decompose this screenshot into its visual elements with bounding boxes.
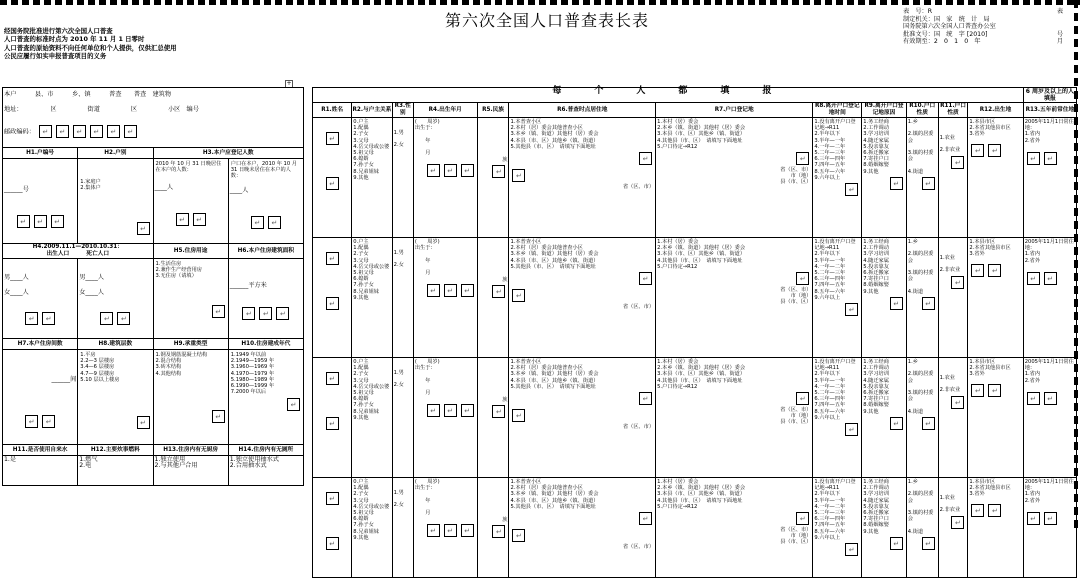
entry-box[interactable]: ↵ [492, 525, 505, 538]
entry-box[interactable]: ↵ [492, 405, 505, 418]
entry-box[interactable]: ↵ [492, 165, 505, 178]
entry-box[interactable]: ↵ [951, 396, 964, 409]
table-anchor-icon[interactable]: + [286, 80, 292, 87]
form-title: 第六次全国人口普查表长表 [445, 11, 650, 30]
entry-box[interactable]: ↵ [326, 372, 339, 385]
entry-box[interactable]: ↵ [845, 543, 858, 556]
entry-box[interactable]: ↵ [639, 152, 652, 165]
person-row: ↵ ↵ 0.户主 1.配偶 2.子女 3.父母 4.岳父母或公婆 5.祖父母 6.媳婿 7.孙子女 8.兄弟姐妹 9.其他 1.男 2.女 ( 周岁) 出生于： 年 月 ↵ ↵ ↵ 族 ↵ 1.本普查小区 2.本村（居）委会其他普查小区 3.本乡（镇、街道）其他村（居）委会 4.本县（市、区）其他乡（镇、街道） 5.其他县（市、区） 请填写下面地址 ↵ ↵ 省（区、市） 1.本村（居）委会 2.本乡（镇、街道）其他村（居）委会 3.本县（市、区）其他乡（镇、街道） 4.其他县（市、区） 请填写下面地址 5.户口待定→R12 ↵ 省（区、市） 市（地） 县（市、区） 1.没有离开户口登记地→R11 2.半年以下 3.半年—一年 4.一年—二年 5.二年—三年 6.三年—四年 7.四年—五年 8.五年—六年 9.六年以上 ↵ 1.务工经商 2.工作调动 3.学习培训 4.随迁家属 5.投亲靠友 6.拆迁搬家 7.寄挂户口 8.婚姻嫁娶 9.其他 ↵ 1.乡 2.镇的居委会 3.镇的村委会 4.街道 ↵ 1.农业 2.非农业 ↵ 1.本县市区 2.本省其他县市区 3.省外 ↵ ↵ 2005年11月1日常住地： 1.省内 2.省外 ↵ ↵ [313, 478, 1077, 578]
entry-box[interactable]: ↵ [639, 392, 652, 405]
entry-box[interactable]: ↵ [1027, 512, 1040, 525]
entry-box[interactable]: ↵ [512, 169, 525, 182]
entry-box[interactable]: ↵ [427, 404, 440, 417]
entry-box[interactable]: ↵ [922, 177, 935, 190]
entry-box[interactable]: ↵ [922, 417, 935, 430]
entry-box[interactable]: ↵ [1027, 272, 1040, 285]
entry-box[interactable]: ↵ [988, 504, 1001, 517]
entry-box[interactable]: ↵ [922, 297, 935, 310]
entry-box[interactable]: ↵ [951, 156, 964, 169]
census-notice: 经国务院批准进行第六次全国人口普查 人口普查的标准时点为 2010 年 11 月 1 日零时 人口普查的原始资料不向任何单位和个人提供，仅供汇总使用 公民应履行如实申报普查项目的义务 [4, 27, 177, 61]
entry-box[interactable]: ↵ [492, 285, 505, 298]
entry-box[interactable]: ↵ [1027, 152, 1040, 165]
entry-box[interactable]: ↵ [951, 276, 964, 289]
entry-box[interactable]: ↵ [444, 164, 457, 177]
entry-box[interactable]: ↵ [988, 144, 1001, 157]
entry-box[interactable]: ↵ [326, 177, 339, 190]
entry-box[interactable]: ↵ [845, 303, 858, 316]
entry-box[interactable]: ↵ [1044, 272, 1057, 285]
entry-box[interactable]: ↵ [1044, 512, 1057, 525]
entry-box[interactable]: ↵ [326, 417, 339, 430]
entry-box[interactable]: ↵ [326, 132, 339, 145]
entry-box[interactable]: ↵ [971, 144, 984, 157]
entry-box[interactable]: ↵ [461, 164, 474, 177]
entry-box[interactable]: ↵ [1027, 392, 1040, 405]
entry-box[interactable]: ↵ [326, 252, 339, 265]
entry-box[interactable]: ↵ [326, 537, 339, 550]
entry-box[interactable]: ↵ [512, 529, 525, 542]
entry-box[interactable]: ↵ [444, 524, 457, 537]
entry-box[interactable]: ↵ [427, 524, 440, 537]
entry-box[interactable]: ↵ [444, 284, 457, 297]
entry-box[interactable]: ↵ [922, 537, 935, 550]
each-person-banner: 每 个 人 都 填 报 [313, 88, 1024, 103]
entry-box[interactable]: ↵ [951, 516, 964, 529]
entry-box[interactable]: ↵ [971, 264, 984, 277]
entry-box[interactable]: ↵ [639, 272, 652, 285]
entry-box[interactable]: ↵ [988, 384, 1001, 397]
entry-box[interactable]: ↵ [845, 423, 858, 436]
entry-box[interactable]: ↵ [639, 512, 652, 525]
top-dashed-border [0, 0, 1080, 5]
zip-box[interactable]: ↵ [39, 125, 52, 138]
person-row: ↵ ↵ 0.户主 1.配偶 2.子女 3.父母 4.岳父母或公婆 5.祖父母 6.媳婿 7.孙子女 8.兄弟姐妹 9.其他 1.男 2.女 ( 周岁) 出生于： 年 月 ↵ ↵ ↵ 族 ↵ 1.本普查小区 2.本村（居）委会其他普查小区 3.本乡（镇、街道）其他村（居）委会 4.本县（市、区）其他乡（镇、街道） 5.其他县（市、区） 请填写下面地址 ↵ ↵ 省（区、市） 1.本村（居）委会 2.本乡（镇、街道）其他村（居）委会 3.本县（市、区）其他乡（镇、街道） 4.其他县（市、区） 请填写下面地址 5.户口待定→R12 ↵ 省（区、市） 市（地） 县（市、区） 1.没有离开户口登记地→R11 2.半年以下 3.半年—一年 4.一年—二年 5.二年—三年 6.三年—四年 7.四年—五年 8.五年—六年 9.六年以上 ↵ 1.务工经商 2.工作调动 3.学习培训 4.随迁家属 5.投亲靠友 6.拆迁搬家 7.寄挂户口 8.婚姻嫁娶 9.其他 ↵ 1.乡 2.镇的居委会 3.镇的村委会 4.街道 ↵ 1.农业 2.非农业 ↵ 1.本县市区 2.本省其他县市区 3.省外 ↵ ↵ 2005年11月1日常住地： 1.省内 2.省外 ↵ ↵ [313, 238, 1077, 358]
entry-box[interactable]: ↵ [427, 164, 440, 177]
person-table: 每 个 人 都 填 报 6 周岁及以上的人填报 R1.姓名 R2.与户主关系 R3.性别 R4.出生年月 R5.民族 R6.普查时点居住地 R7.户口登记地 R8.离开户口登记地时间 R9.离开户口登记地原因 R10.户口性质 R11.户口性质 R12.出生地 R13.五年前常住地 ↵ ↵ 0.户主 1.配偶 2.子女 3.父母 4.岳父母或公婆 5.祖父母 6.媳婿 7.孙子女 8.兄弟姐妹 9.其他 1.男 2.女 ( 周岁) 出生于： 年 月 ↵ ↵ ↵ 族 ↵ 1.本普查小区 2.本村（居）委会其他普查小区 3.本乡（镇、街道）其他村（居）委会 4.本县（市、区）其他乡（镇、街道） 5.其他县（市、区） 请填写下面地址 ↵ ↵ 省（区、市） 1.本村（居）委会 2.本乡（镇、街道）其他村（居）委会 3.本县（市、区）其他乡（镇、街道） 4.其他县（市、区） 请填写下面地址 5.户口待定→R12 ↵ 省（区、市） 市（地） 县（市、区） 1.没有离开户口登记地→R11 2.半年以下 3.半年—一年 4.一年—二年 5.二年—三年 6.三年—四年 7.四年—五年 8.五年—六年 9.六年以上 ↵ 1.务工经商 2.工作调动 3.学习培训 4.随迁家属 5.投亲靠友 6.拆迁搬家 7.寄挂户口 8.婚姻嫁娶 9.其他 ↵ 1.乡 2.镇的居委会 3.镇的村委会 4.街道 ↵ 1.农业 2.非农业 ↵ 1.本县市区 2.本省其他县市区 3.省外 ↵ ↵ 2005年11月1日常住地： 1.省内 2.省外 ↵ ↵ ↵ ↵ 0.户主 1.配偶 2.子女 3.父母 4.岳父母或公婆 5.祖父母 6.媳婿 7.孙子女 8.兄弟姐妹 9.其他 1.男 2.女 ( 周岁) 出生于： 年 月 ↵ ↵ ↵ 族 ↵ 1.本普查小区 2.本村（居）委会其他普查小区 3.本乡（镇、街道）其他村（居）委会 4.本县（市、区）其他乡（镇、街道） 5.其他县（市、区） 请填写下面地址 ↵ ↵ 省（区、市） 1.本村（居）委会 2.本乡（镇、街道）其他村（居）委会 3.本县（市、区）其他乡（镇、街道） 4.其他县（市、区） 请填写下面地址 5.户口待定→R12 ↵ 省（区、市） 市（地） 县（市、区） 1.没有离开户口登记地→R11 2.半年以下 3.半年—一年 4.一年—二年 5.二年—三年 6.三年—四年 7.四年—五年 8.五年—六年 9.六年以上 ↵ 1.务工经商 2.工作调动 3.学习培训 4.随迁家属 5.投亲靠友 6.拆迁搬家 7.寄挂户口 8.婚姻嫁娶 9.其他 ↵ 1.乡 2.镇的居委会 3.镇的村委会 4.街道 ↵ 1.农业 2.非农业 ↵ 1.本县市区 2.本省其他县市区 3.省外 ↵ ↵ 2005年11月1日常住地： 1.省内 2.省外 ↵ ↵ ↵ ↵ 0.户主 1.配偶 2.子女 3.父母 4.岳父母或公婆 5.祖父母 6.媳婿 7.孙子女 8.兄弟姐妹 9.其他 1.男 2.女 ( 周岁) 出生于： 年 月 ↵ ↵ ↵ 族 ↵ 1.本普查小区 2.本村（居）委会其他普查小区 3.本乡（镇、街道）其他村（居）委会 4.本县（市、区）其他乡（镇、街道） 5.其他县（市、区） 请填写下面地址 ↵ ↵ 省（区、市） 1.本村（居）委会 2.本乡（镇、街道）其他村（居）委会 3.本县（市、区）其他乡（镇、街道） 4.其他县（市、区） 请填写下面地址 5.户口待定→R12 ↵ 省（区、市） 市（地） 县（市、区） 1.没有离开户口登记地→R11 2.半年以下 3.半年—一年 4.一年—二年 5.二年—三年 6.三年—四年 7.四年—五年 8.五年—六年 9.六年以上 ↵ 1.务工经商 2.工作调动 3.学习培训 4.随迁家属 5.投亲靠友 6.拆迁搬家 7.寄挂户口 8.婚姻嫁娶 9.其他 ↵ 1.乡 2.镇的居委会 3.镇的村委会 4.街道 ↵ 1.农业 2.非农业 ↵ 1.本县市区 2.本省其他县市区 3.省外 ↵ ↵ 2005年11月1日常住地： 1.省内 2.省外 ↵ ↵ ↵ ↵ 0.户主 1.配偶 2.子女 3.父母 4.岳父母或公婆 5.祖父母 6.媳婿 7.孙子女 8.兄弟姐妹 9.其他 1.男 2.女 ( 周岁) 出生于： 年 月 ↵ ↵ ↵ 族 ↵ 1.本普查小区 2.本村（居）委会其他普查小区 3.本乡（镇、街道）其他村（居）委会 4.本县（市、区）其他乡（镇、街道） 5.其他县（市、区） 请填写下面地址 ↵ ↵ 省（区、市） 1.本村（居）委会 2.本乡（镇、街道）其他村（居）委会 3.本县（市、区）其他乡（镇、街道） 4.其他县（市、区） 请填写下面地址 5.户口待定→R12 ↵ 省（区、市） 市（地） 县（市、区） 1.没有离开户口登记地→R11 2.半年以下 3.半年—一年 4.一年—二年 5.二年—三年 6.三年—四年 7.四年—五年 8.五年—六年 9.六年以上 ↵ 1.务工经商 2.工作调动 3.学习培训 4.随迁家属 5.投亲靠友 6.拆迁搬家 7.寄挂户口 8.婚姻嫁娶 9.其他 ↵ 1.乡 2.镇的居委会 3.镇的村委会 4.街道 ↵ 1.农业 2.非农业 ↵ 1.本县市区 2.本省其他县市区 3.省外 ↵ ↵ 2005年11月1日常住地： 1.省内 2.省外 ↵ ↵ [312, 87, 1077, 578]
entry-box[interactable]: ↵ [971, 504, 984, 517]
entry-box[interactable]: ↵ [988, 264, 1001, 277]
person-row: ↵ ↵ 0.户主 1.配偶 2.子女 3.父母 4.岳父母或公婆 5.祖父母 6.媳婿 7.孙子女 8.兄弟姐妹 9.其他 1.男 2.女 ( 周岁) 出生于： 年 月 ↵ ↵ ↵ 族 ↵ 1.本普查小区 2.本村（居）委会其他普查小区 3.本乡（镇、街道）其他村（居）委会 4.本县（市、区）其他乡（镇、街道） 5.其他县（市、区） 请填写下面地址 ↵ ↵ 省（区、市） 1.本村（居）委会 2.本乡（镇、街道）其他村（居）委会 3.本县（市、区）其他乡（镇、街道） 4.其他县（市、区） 请填写下面地址 5.户口待定→R12 ↵ 省（区、市） 市（地） 县（市、区） 1.没有离开户口登记地→R11 2.半年以下 3.半年—一年 4.一年—二年 5.二年—三年 6.三年—四年 7.四年—五年 8.五年—六年 9.六年以上 ↵ 1.务工经商 2.工作调动 3.学习培训 4.随迁家属 5.投亲靠友 6.拆迁搬家 7.寄挂户口 8.婚姻嫁娶 9.其他 ↵ 1.乡 2.镇的居委会 3.镇的村委会 4.街道 ↵ 1.农业 2.非农业 ↵ 1.本县市区 2.本省其他县市区 3.省外 ↵ ↵ 2005年11月1日常住地： 1.省内 2.省外 ↵ ↵ [313, 118, 1077, 238]
entry-box[interactable]: ↵ [796, 512, 809, 525]
entry-box[interactable]: ↵ [427, 284, 440, 297]
entry-box[interactable]: ↵ [796, 152, 809, 165]
entry-box[interactable]: ↵ [796, 272, 809, 285]
entry-box[interactable]: ↵ [444, 404, 457, 417]
entry-box[interactable]: ↵ [461, 404, 474, 417]
entry-box[interactable]: ↵ [890, 537, 903, 550]
entry-box[interactable]: ↵ [890, 297, 903, 310]
entry-box[interactable]: ↵ [512, 289, 525, 302]
household-address: 本户 县、市 乡、镇 普查 普查 建筑物 地址： 区 街道 区 小区 编号 邮政编码： ↵ ↵ ↵ ↵ ↵ ↵ [3, 88, 304, 148]
entry-box[interactable]: ↵ [890, 417, 903, 430]
entry-box[interactable]: ↵ [512, 409, 525, 422]
entry-box[interactable]: ↵ [1044, 152, 1057, 165]
household-table: 本户 县、市 乡、镇 普查 普查 建筑物 地址： 区 街道 区 小区 编号 邮政编码： ↵ ↵ ↵ ↵ ↵ ↵ H1.户编号 H2.户别 H3.本户应登记人数 ______号 ↵ ↵ ↵ 1.家庭户 2.集体户 ↵ 2010 年 10 月 31 日晚居住在本户的人数： ____人 ↵ ↵ 户口在本户，2010 年 10 月 31 日晚未居住在本户的人数： ____人 ↵ ↵ H4.2009.11.1—2010.10.31： 出生人口 死亡人口 H5.住房用途 H6.本户住房建筑面积 男____人 女____人 ↵ ↵ 男____人 女____人 ↵ ↵ 1.生活住房 2.兼作生产经营用房 3.无住房（请填） ↵ ______平方米 ↵ ↵ ↵ H7.本户住房间数 H8.建筑层数 H9.承重类型 H10.住房建成年代 ______间 ↵ ↵ 1.平房 2.2—3 层楼房 3.4—6 层楼房 4.7—9 层楼房 5.10 层以上楼房 ↵ 1.钢及钢筋混凝土结构 2.混合结构 3.砖木结构 4.其他结构 ↵ 1.1949 年以前 2.1949—1959 年 3.1960—1969 年 4.1970—1979 年 5.1980—1989 年 6.1990—1999 年 7.2000 年以后 ↵ H11.是否使用自来水 H12.主要炊事燃料 H13.住房内有无厨房 H14.住房内有无厕所 1.是 1.燃气 2.电 1.独立使用 2.与其他户合用 1.独立使用抽水式 2.合用抽水式 [2, 87, 304, 486]
form-metadata: 表 号：R 表 制定机关：国 家 统 计 局 国务院第六次全国人口普查办公室 批准文号：国 统 字 [2010] 号 有效期至：2 0 1 0 年 月 [903, 8, 1063, 46]
person-row: ↵ ↵ 0.户主 1.配偶 2.子女 3.父母 4.岳父母或公婆 5.祖父母 6.媳婿 7.孙子女 8.兄弟姐妹 9.其他 1.男 2.女 ( 周岁) 出生于： 年 月 ↵ ↵ ↵ 族 ↵ 1.本普查小区 2.本村（居）委会其他普查小区 3.本乡（镇、街道）其他村（居）委会 4.本县（市、区）其他乡（镇、街道） 5.其他县（市、区） 请填写下面地址 ↵ ↵ 省（区、市） 1.本村（居）委会 2.本乡（镇、街道）其他村（居）委会 3.本县（市、区）其他乡（镇、街道） 4.其他县（市、区） 请填写下面地址 5.户口待定→R12 ↵ 省（区、市） 市（地） 县（市、区） 1.没有离开户口登记地→R11 2.半年以下 3.半年—一年 4.一年—二年 5.二年—三年 6.三年—四年 7.四年—五年 8.五年—六年 9.六年以上 ↵ 1.务工经商 2.工作调动 3.学习培训 4.随迁家属 5.投亲靠友 6.拆迁搬家 7.寄挂户口 8.婚姻嫁娶 9.其他 ↵ 1.乡 2.镇的居委会 3.镇的村委会 4.街道 ↵ 1.农业 2.非农业 ↵ 1.本县市区 2.本省其他县市区 3.省外 ↵ ↵ 2005年11月1日常住地： 1.省内 2.省外 ↵ ↵ [313, 358, 1077, 478]
entry-box[interactable]: ↵ [326, 492, 339, 505]
entry-box[interactable]: ↵ [890, 177, 903, 190]
entry-box[interactable]: ↵ [1044, 392, 1057, 405]
entry-box[interactable]: ↵ [845, 183, 858, 196]
entry-box[interactable]: ↵ [461, 284, 474, 297]
entry-box[interactable]: ↵ [461, 524, 474, 537]
entry-box[interactable]: ↵ [796, 392, 809, 405]
h3-header: H3.本户应登记人数 [153, 148, 304, 159]
h2-header: H2.户别 [78, 148, 153, 159]
h1-header: H1.户编号 [3, 148, 78, 159]
entry-box[interactable]: ↵ [326, 297, 339, 310]
entry-box[interactable]: ↵ [971, 384, 984, 397]
